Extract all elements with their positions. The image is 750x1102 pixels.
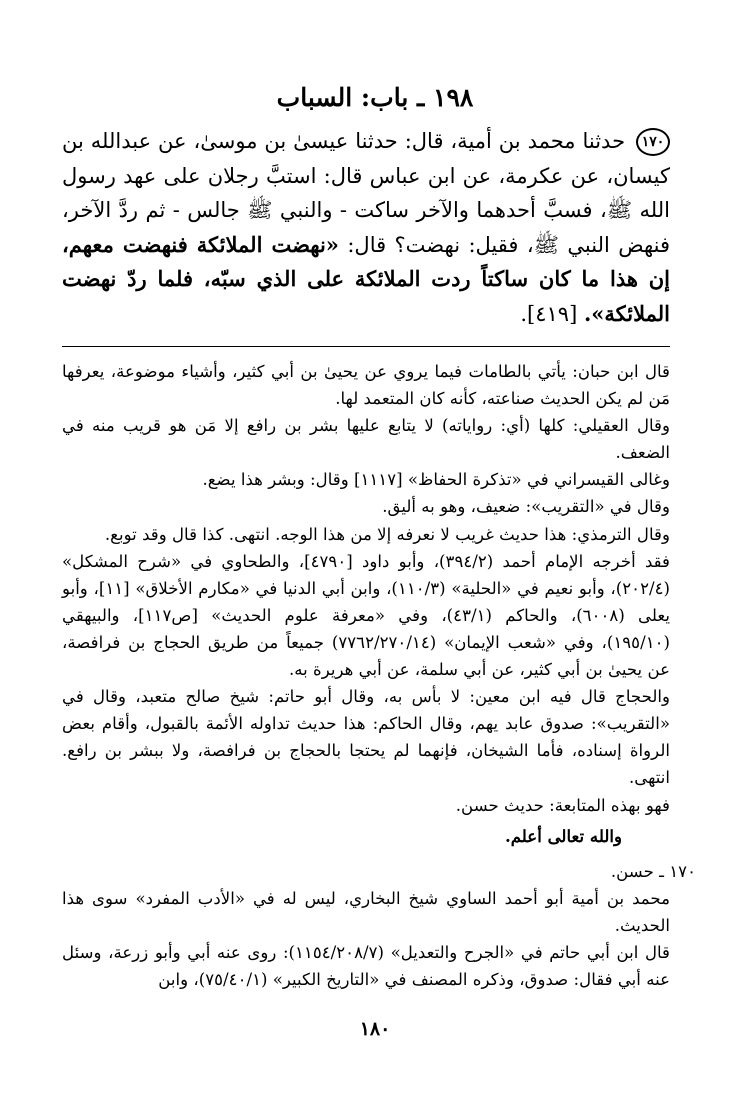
footnotes-block	[62, 358, 696, 993]
closing-phrase: والله تعالى أعلم.	[504, 825, 622, 846]
hadith-prophetic-saying: «نهضت الملائكة فنهضت معهم، إن هذا ما كان ساكتاً ردت الملائكة على الذي سبّه، فلما ردّ نهضت الملائكة».	[62, 231, 670, 326]
hadith-reference: [٤١٩].	[520, 301, 578, 326]
footnote-line: والحجاج قال فيه ابن معين: لا بأس به، وقال أبو حاتم: شيخ صالح متعبد، وقال في «التقريب»: صدوق عابد يهم، وقال الحاكم: هذا حديث تداوله الأئمة بالقبول، وأقام بعض الرواة إسناده، فأما الشيخان، فإنهما لم يحتجا بالحجاج بن فرافصة، ولا ببشر بن رافع. انتهى.	[62, 687, 670, 788]
grade-line: ١٧٠ ـ حسن.	[610, 861, 696, 881]
footnote-line: وقال العقيلي: كلها (أي: رواياته) لا يتابع عليها بشر بن رافع إلا مَن هو قريب منه في الضعف.	[62, 416, 670, 463]
footnote-line: فقد أخرجه الإمام أحمد (٣٩٤/٢)، وأبو داود [٤٧٩٠]، والطحاوي في «شرح المشكل» (٢٠٢/٤)، وأبو نعيم في «الحلية» (١١٠/٣)، وابن أبي الدنيا في «مكارم الأخلاق» [١١]، وأبو يعلى (٦٠٠٨)، والحاكم (٤٣/١)، وفي «معرفة علوم الحديث» [ص١١٧]، والبيهقي (١٩٥/١٠)، وفي «شعب الإيمان» (٧٧٦٢/٢٧٠/١٤) جميعاً من طريق الحجاج بن فرافصة، عن يحيىٰ بن أبي كثير، عن أبي سلمة، عن أبي هريرة به.	[62, 551, 670, 680]
page-number: ١٨٠	[359, 1018, 391, 1040]
chapter-title: ١٩٨ ـ باب: السباب	[276, 83, 474, 112]
footnote-line: وقال في «التقريب»: ضعيف، وهو به أليق.	[382, 497, 670, 517]
footnote-line: فهو بهذه المتابعة: حديث حسن.	[455, 795, 670, 815]
footnote-line: وغالى القيسراني في «تذكرة الحفاظ» [١١١٧] وقال: وبشر هذا يضع.	[202, 470, 670, 490]
footnote-separator	[62, 346, 670, 347]
footnote-line: محمد بن أمية أبو أحمد الساوي شيخ البخاري، ليس له في «الأدب المفرد» سوى هذا الحديث.	[62, 888, 670, 935]
hadith-text-block	[62, 124, 670, 332]
footnote-line: قال ابن حبان: يأتي بالطامات فيما يروي عن يحيىٰ بن أبي كثير، وأشياء موضوعة، يعرفها مَن لم يكن الحديث صناعته، كأنه كان المتعمد لها.	[62, 362, 670, 409]
hadith-number-badge: ١٧٠	[636, 128, 670, 156]
footnote-line: قال ابن أبي حاتم في «الجرح والتعديل» (١١٥٤/٢٠٨/٧): روى عنه أبي وأبو زرعة، وسئل عنه أبي فقال: صدوق، وذكره المصنف في «التاريخ الكبير» (٧٥/٤٠/١)، وابن	[62, 942, 670, 990]
hadith-narration: حدثنا محمد بن أمية، قال: حدثنا عيسىٰ بن موسىٰ، عن عبدالله بن كيسان، عن عكرمة، عن ابن عباس قال: استبَّ رجلان على عهد رسول الله ﷺ، فسبَّ أحدهما والآخر ساكت - والنبي ﷺ جالس - ثم ردَّ الآخر، فنهض النبي ﷺ، فقيل: نهضت؟ قال:	[62, 129, 671, 257]
footnote-line: وقال الترمذي: هذا حديث غريب لا نعرفه إلا من هذا الوجه. انتهى. كذا قال وقد توبع.	[104, 524, 670, 544]
